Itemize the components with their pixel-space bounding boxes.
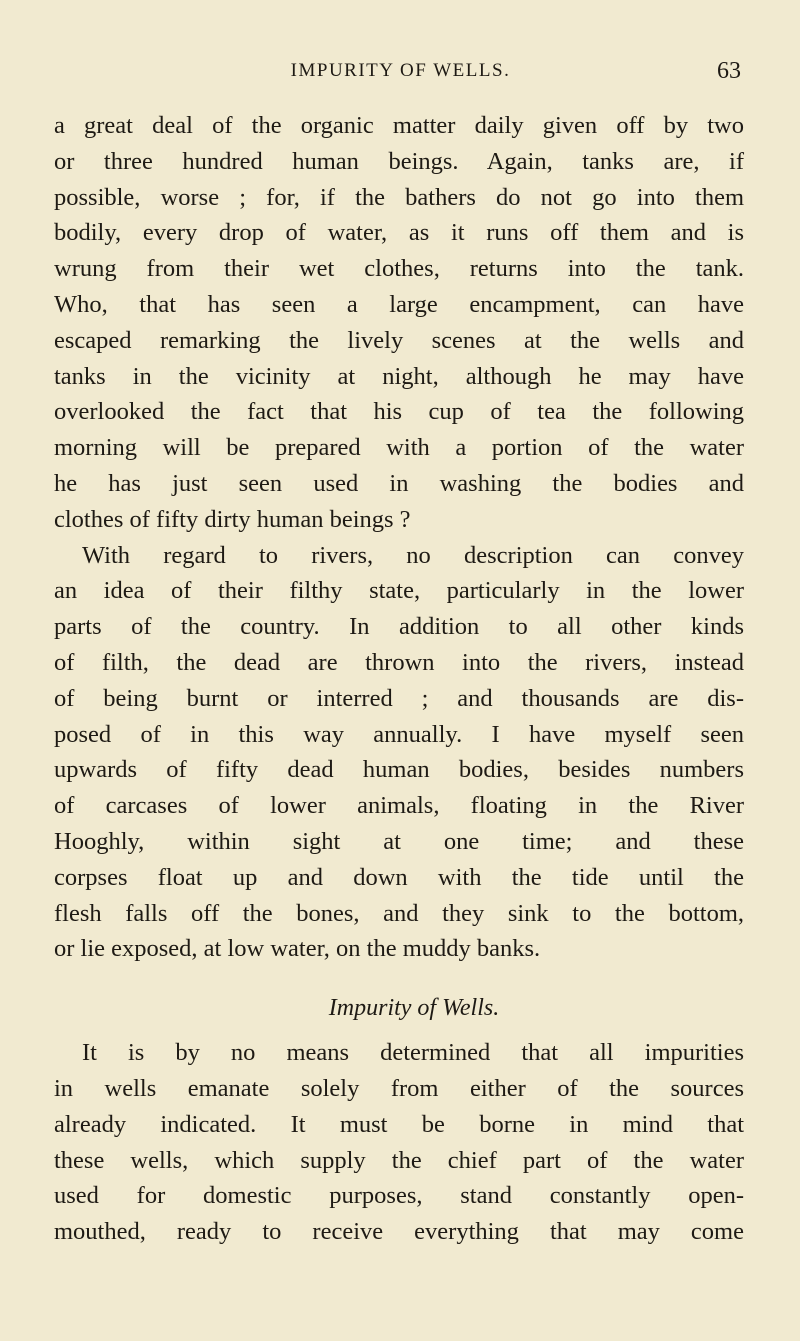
text-line: Who, that has seen a large encampment, can have bbox=[54, 290, 744, 318]
text-line: overlooked the fact that his cup of tea the following bbox=[54, 398, 744, 426]
text-line: used for domestic purposes, stand constantly open- bbox=[54, 1182, 744, 1210]
text-line: corpses float up and down with the tide until the bbox=[54, 863, 744, 891]
text-line: upwards of fifty dead human bodies, besides numbers bbox=[54, 756, 744, 784]
text-line: or lie exposed, at low water, on the muddy banks. bbox=[54, 935, 541, 963]
text-line: tanks in the vicinity at night, although he may have bbox=[54, 362, 744, 390]
running-head: IMPURITY OF WELLS. bbox=[290, 60, 511, 81]
text-line: or three hundred human beings. Again, tanks are, if bbox=[54, 147, 744, 175]
text-line: wrung from their wet clothes, returns into the tank. bbox=[54, 255, 744, 283]
paragraph-wells bbox=[54, 1035, 744, 1250]
text-line: Hooghly, within sight at one time; and these bbox=[54, 827, 744, 855]
text-line: clothes of fifty dirty human beings ? bbox=[54, 505, 411, 533]
text-line: parts of the country. In addition to all other kinds bbox=[54, 613, 744, 641]
text-line: of filth, the dead are thrown into the rivers, instead bbox=[54, 648, 744, 676]
text-line: bodily, every drop of water, as it runs off them and is bbox=[54, 219, 744, 247]
body-text bbox=[54, 108, 744, 1250]
text-line: of carcases of lower animals, floating in the River bbox=[54, 792, 744, 820]
text-line: an idea of their filthy state, particularly in the lower bbox=[54, 577, 744, 605]
text-line: mouthed, ready to receive everything that may come bbox=[54, 1218, 744, 1246]
page-number: 63 bbox=[717, 58, 741, 84]
text-line: morning will be prepared with a portion of the water bbox=[54, 434, 744, 462]
text-line: With regard to rivers, no description can convey bbox=[82, 541, 744, 569]
text-line: flesh falls off the bones, and they sink to the bottom, bbox=[54, 899, 744, 927]
text-line: posed of in this way annually. I have myself seen bbox=[54, 720, 744, 748]
text-line: a great deal of the organic matter daily given off by two bbox=[54, 112, 744, 139]
text-line: in wells emanate solely from either of the sources bbox=[54, 1074, 744, 1102]
page-header bbox=[60, 56, 741, 86]
text-line: possible, worse ; for, if the bathers do not go into them bbox=[54, 183, 744, 211]
text-line: escaped remarking the lively scenes at the wells and bbox=[54, 326, 744, 354]
text-line: these wells, which supply the chief part of the water bbox=[54, 1146, 744, 1174]
text-line: of being burnt or interred ; and thousands are dis- bbox=[54, 684, 744, 712]
text-line: already indicated. It must be borne in mind that bbox=[54, 1110, 744, 1138]
section-heading: Impurity of Wells. bbox=[328, 995, 500, 1022]
paragraph-organic-matter bbox=[54, 108, 744, 538]
paragraph-rivers bbox=[54, 538, 744, 968]
text-line: he has just seen used in washing the bodies and bbox=[54, 469, 744, 497]
text-line: It is by no means determined that all impurities bbox=[82, 1039, 744, 1067]
